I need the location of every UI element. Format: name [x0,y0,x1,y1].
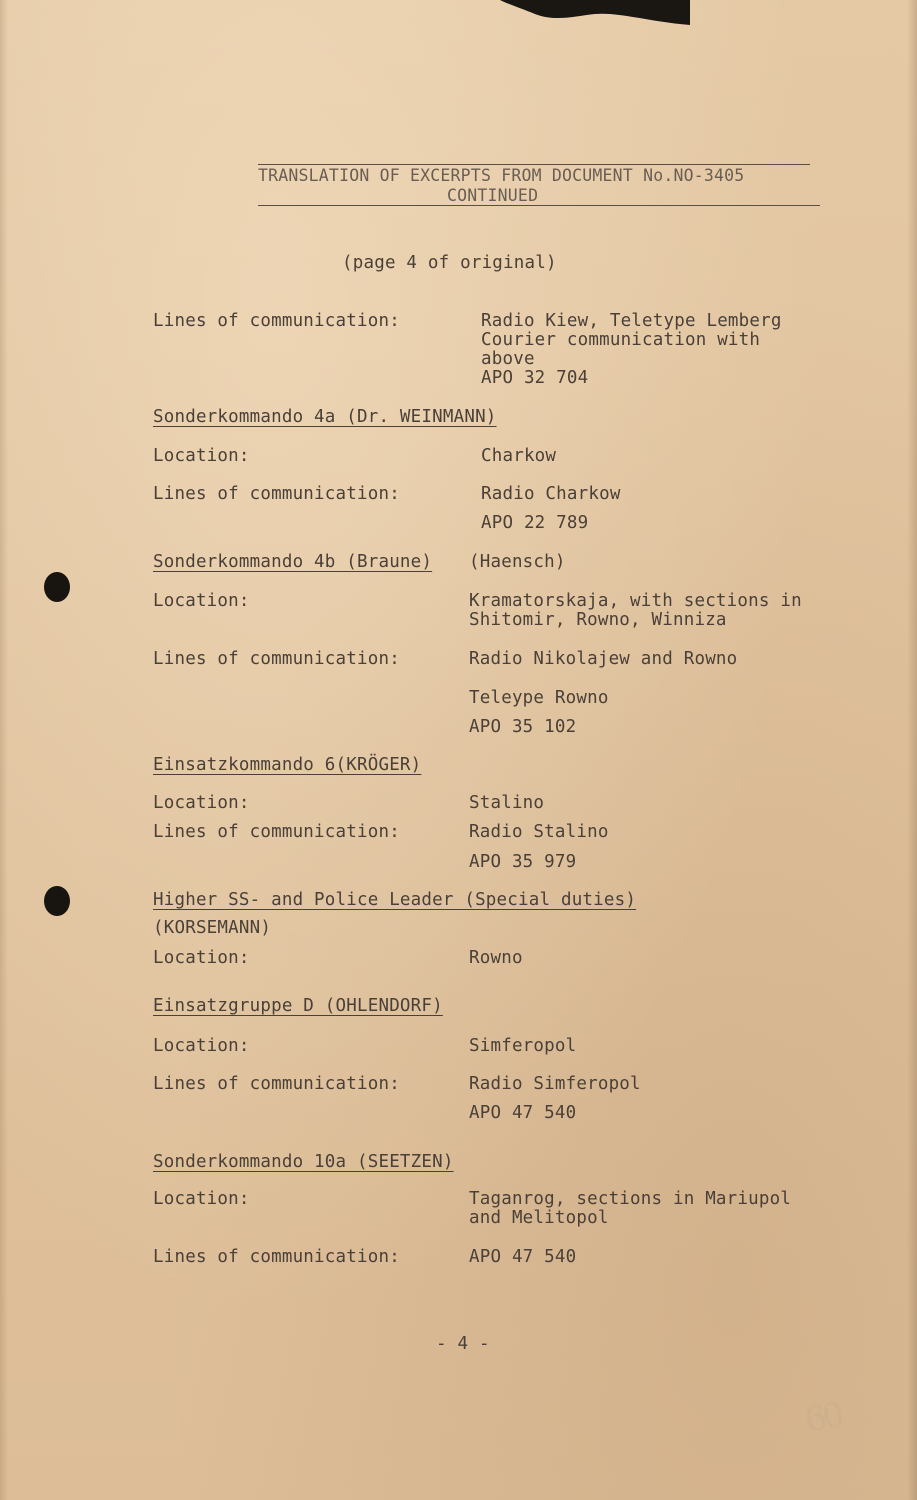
top-ink-blot [500,0,690,26]
comm-label: Lines of communication: [153,822,400,842]
paper-edge-right [907,0,917,1500]
section-heading-sk10a: Sonderkommando 10a (SEETZEN) [153,1152,454,1172]
section-heading-ek6: Einsatzkommando 6(KRÖGER) [153,755,422,775]
comm-label: Lines of communication: [153,649,400,669]
location-label: Location: [153,446,250,466]
comm-value-line-3: above [481,349,535,369]
comm-label: Lines of communication: [153,1074,400,1094]
comm-value: Radio Nikolajew and Rowno [469,649,738,669]
comm-label: Lines of communication: [153,484,400,504]
location-value: Simferopol [469,1036,577,1056]
location-value-line-1: Kramatorskaja, with sections in [469,591,802,611]
location-label: Location: [153,793,250,813]
comm-apo: APO 32 704 [481,368,589,388]
section-heading-hssp: Higher SS- and Police Leader (Special duties) [153,890,637,910]
location-label: Location: [153,1189,250,1209]
apo-number: APO 35 102 [469,717,577,737]
comm-value-line-1: Radio Kiew, Teletype Lemberg [481,311,782,331]
teletype-value: Teleype Rowno [469,688,609,708]
apo-number: APO 22 789 [481,513,589,533]
location-value: Rowno [469,948,523,968]
location-value-line-2: and Melitopol [469,1208,609,1228]
apo-number: APO 47 540 [469,1247,577,1267]
title-rule-top [258,164,810,165]
document-title: TRANSLATION OF EXCERPTS FROM DOCUMENT No.NO-3405 [258,166,745,185]
page-number: - 4 - [436,1334,490,1354]
comm-value-line-2: Courier communication with [481,330,761,350]
punch-hole-lower [44,886,70,916]
comm-value: Radio Stalino [469,822,609,842]
apo-number: APO 35 979 [469,852,577,872]
page-reference: (page 4 of original) [342,253,557,273]
title-rule-bottom [258,205,820,206]
location-value-line-2: Shitomir, Rowno, Winniza [469,610,727,630]
comm-value: Radio Simferopol [469,1074,641,1094]
location-value: Charkow [481,446,557,466]
location-value-line-1: Taganrog, sections in Mariupol [469,1189,792,1209]
section-heading-egd: Einsatzgruppe D (OHLENDORF) [153,996,443,1016]
apo-number: APO 47 540 [469,1103,577,1123]
paper-edge-left [0,0,8,1500]
comm-label: Lines of communication: [153,1247,400,1267]
location-value: Stalino [469,793,545,813]
section-heading-hssp-line-2: (KORSEMANN) [153,918,272,938]
location-label: Location: [153,948,250,968]
section-heading-sk4b-suffix: (Haensch) [469,552,566,572]
section-heading-sk4a: Sonderkommando 4a (Dr. WEINMANN) [153,407,497,427]
comm-label: Lines of communication: [153,311,400,331]
location-label: Location: [153,1036,250,1056]
comm-value: Radio Charkow [481,484,621,504]
punch-hole-upper [44,572,70,602]
section-heading-sk4b: Sonderkommando 4b (Braune) [153,552,433,572]
location-label: Location: [153,591,250,611]
pencil-mark: 60 [801,1394,845,1442]
document-subtitle: CONTINUED [447,186,539,205]
